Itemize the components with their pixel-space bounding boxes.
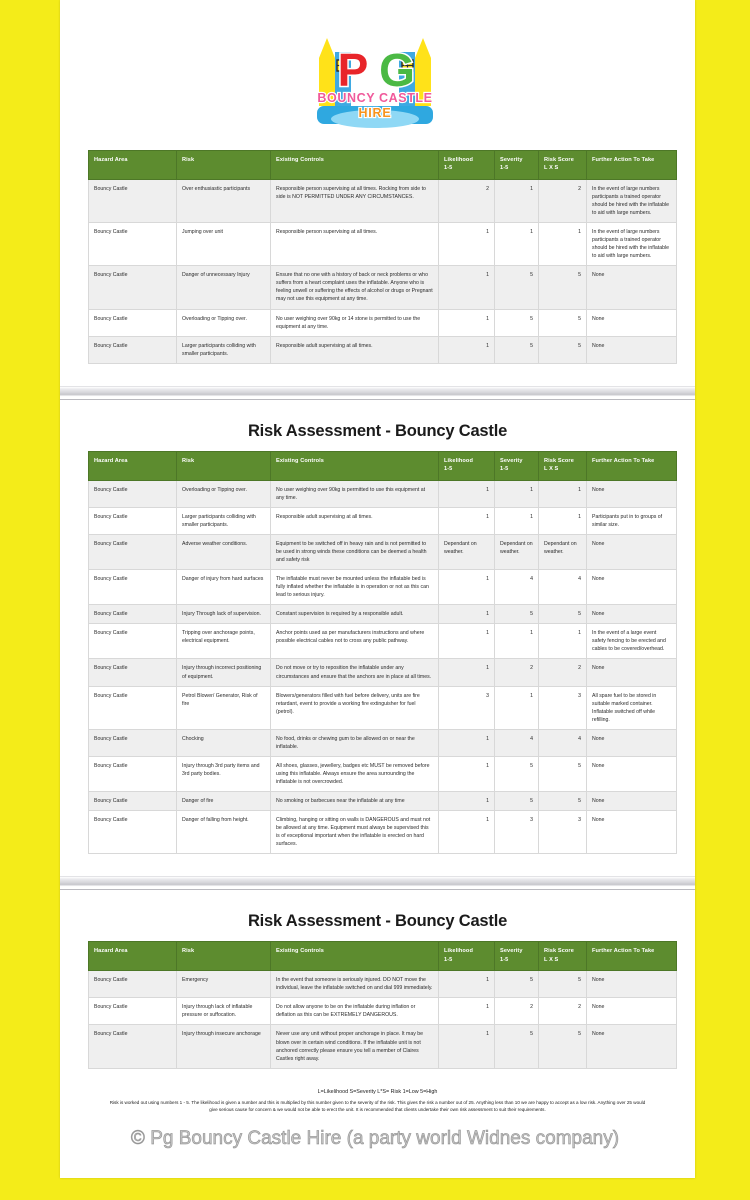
cell-action: None: [587, 480, 677, 507]
cell-severity: 5: [495, 1025, 539, 1068]
risk-assessment-table: [88, 941, 677, 1068]
cell-score: 1: [539, 507, 587, 534]
svg-text:BOUNCY CASTLE: BOUNCY CASTLE: [317, 91, 433, 105]
page-break-divider: [60, 876, 695, 890]
cell-likelihood: 1: [439, 792, 495, 811]
column-header-1: Risk: [177, 451, 271, 480]
cell-score: 1: [539, 223, 587, 266]
cell-score: 4: [539, 570, 587, 605]
cell-controls: No food, drinks or chewing gum to be allowed on or near the inflatable.: [271, 729, 439, 756]
cell-hazard: Bouncy Castle: [89, 223, 177, 266]
document-page: [60, 400, 695, 877]
column-header-6: Further Action To Take: [587, 942, 677, 971]
cell-hazard: Bouncy Castle: [89, 729, 177, 756]
column-header-4: Severity 1-5: [495, 151, 539, 180]
cell-controls: Do not allow anyone to be on the inflatable during inflation or deflation as this can be EXTREMELY DANGEROUS.: [271, 998, 439, 1025]
cell-controls: No smoking or barbecues near the inflatable at any time: [271, 792, 439, 811]
cell-score: 5: [539, 605, 587, 624]
table-header-row: [89, 942, 677, 971]
cell-hazard: Bouncy Castle: [89, 179, 177, 222]
page-break-divider: [60, 386, 695, 400]
cell-action: In the event of large numbers participants a trained operator should be hired with the inflatable to aid with large numbers.: [587, 179, 677, 222]
cell-action: Participants put in to groups of similar size.: [587, 507, 677, 534]
cell-likelihood: 1: [439, 309, 495, 336]
cell-severity: 4: [495, 570, 539, 605]
cell-likelihood: 2: [439, 179, 495, 222]
cell-likelihood: 1: [439, 507, 495, 534]
cell-action: None: [587, 998, 677, 1025]
cell-severity: 5: [495, 336, 539, 363]
cell-controls: Responsible person supervising at all times.: [271, 223, 439, 266]
page-bottom-spacer: [60, 854, 695, 876]
cell-likelihood: 3: [439, 686, 495, 729]
cell-controls: Constant supervision is required by a responsible adult.: [271, 605, 439, 624]
column-header-5: Risk Score L X S: [539, 451, 587, 480]
cell-action: None: [587, 605, 677, 624]
cell-score: 5: [539, 971, 587, 998]
cell-hazard: Bouncy Castle: [89, 480, 177, 507]
cell-risk: Overloading or Tipping over.: [177, 480, 271, 507]
cell-action: None: [587, 570, 677, 605]
cell-severity: 3: [495, 811, 539, 854]
table-row: [89, 659, 677, 686]
cell-risk: Danger of unnecessary Injury: [177, 266, 271, 309]
cell-score: 5: [539, 756, 587, 791]
cell-severity: 5: [495, 971, 539, 998]
table-row: [89, 792, 677, 811]
cell-likelihood: 1: [439, 570, 495, 605]
cell-likelihood: 1: [439, 624, 495, 659]
cell-severity: 1: [495, 624, 539, 659]
page-bottom-spacer: [60, 364, 695, 386]
table-row: [89, 971, 677, 998]
risk-assessment-table: [88, 150, 677, 364]
column-header-6: Further Action To Take: [587, 451, 677, 480]
cell-likelihood: 1: [439, 998, 495, 1025]
cell-action: None: [587, 811, 677, 854]
table-row: [89, 336, 677, 363]
cell-controls: No user weighing over 90kg is permitted to use this equipment at any time.: [271, 480, 439, 507]
cell-hazard: Bouncy Castle: [89, 811, 177, 854]
cell-controls: Do not move or try to reposition the inflatable under any circumstances and ensure that the anchors are in place at all times.: [271, 659, 439, 686]
table-row: [89, 223, 677, 266]
cell-controls: In the event that someone is seriously injured. DO NOT move the individual, leave the inflatable switched on and dial 999 immediately.: [271, 971, 439, 998]
risk-assessment-table: [88, 451, 677, 855]
cell-risk: Larger participants colliding with smaller participants.: [177, 336, 271, 363]
footer-legend: L=Likelihood S=Severity L*S= Risk 1=Low 5=High: [317, 1088, 438, 1095]
cell-severity: 2: [495, 659, 539, 686]
table-row: [89, 1025, 677, 1068]
cell-severity: 4: [495, 729, 539, 756]
cell-controls: Responsible adult supervising at all times.: [271, 507, 439, 534]
cell-controls: The inflatable must never be mounted unless the inflatable bed is fully inflated whether the inflatable is in operation or not as this can lead to serious injury.: [271, 570, 439, 605]
cell-action: None: [587, 729, 677, 756]
svg-text:G: G: [379, 44, 415, 96]
cell-score: Dependant on weather.: [539, 534, 587, 569]
cell-severity: 5: [495, 309, 539, 336]
table-row: [89, 811, 677, 854]
cell-score: 3: [539, 811, 587, 854]
cell-score: 2: [539, 659, 587, 686]
cell-action: In the event of large numbers participants a trained operator should be hired with the inflatable to aid with large numbers.: [587, 223, 677, 266]
table-row: [89, 507, 677, 534]
cell-hazard: Bouncy Castle: [89, 1025, 177, 1068]
column-header-0: Hazard Area: [89, 151, 177, 180]
cell-controls: Never use any unit without proper anchorage in place. It may be blown over in certain wind conditions. If the inflatable unit is not anchored correctly please ensure you tell a member of Claires Castles right away.: [271, 1025, 439, 1068]
brand-logo: [300, 0, 450, 148]
table-row: [89, 534, 677, 569]
cell-hazard: Bouncy Castle: [89, 570, 177, 605]
cell-controls: Ensure that no one with a history of back or neck problems or who suffers from a heart complaint uses the inflatable. Anyone who is feeling unwell or suffering the effects of alcohol or drugs or Pregnant may not use this equipment at any time.: [271, 266, 439, 309]
document-footer: [60, 1075, 695, 1132]
cell-hazard: Bouncy Castle: [89, 756, 177, 791]
cell-risk: Larger participants colliding with smaller participants.: [177, 507, 271, 534]
document-page: [60, 890, 695, 1074]
cell-hazard: Bouncy Castle: [89, 792, 177, 811]
cell-controls: Responsible adult supervising at all times.: [271, 336, 439, 363]
table-header-row: [89, 151, 677, 180]
cell-likelihood: 1: [439, 480, 495, 507]
cell-severity: 5: [495, 266, 539, 309]
cell-controls: No user weighing over 90kg or 14 stone is permitted to use the equipment at any time.: [271, 309, 439, 336]
cell-controls: Blowers/generators filled with fuel before delivery, units are fire retardant, event to provide a working fire extinguisher for fuel (petrol).: [271, 686, 439, 729]
cell-severity: 5: [495, 605, 539, 624]
cell-action: In the event of a large event safety fencing to be erected and cables to be covered/overhead.: [587, 624, 677, 659]
cell-hazard: Bouncy Castle: [89, 971, 177, 998]
cell-score: 2: [539, 998, 587, 1025]
cell-risk: Danger of fire: [177, 792, 271, 811]
cell-risk: Petrol Blower/ Generator, Risk of fire: [177, 686, 271, 729]
column-header-4: Severity 1-5: [495, 451, 539, 480]
cell-action: None: [587, 266, 677, 309]
cell-action: None: [587, 534, 677, 569]
cell-action: None: [587, 309, 677, 336]
page-title: Risk Assessment - Bouncy Castle: [247, 912, 508, 931]
cell-hazard: Bouncy Castle: [89, 309, 177, 336]
footer-blurb: Risk is worked out using numbers 1 - 5. The likelihood is given a number and this is multiplied by this number given to the severity of the risk. This gives the risk a number out of 25. Anything less than 10 we are happy to accept as a low risk. Anything over 25 would give serious cause for concern & we would not be able to erect the unit. It is recommended that clients undertake their own risk assessment to suit their requirements.: [109, 1099, 646, 1113]
cell-score: 1: [539, 624, 587, 659]
cell-score: 1: [539, 480, 587, 507]
table-row: [89, 179, 677, 222]
cell-controls: Climbing, hanging or sitting on walls is DANGEROUS and must not be allowed at any time. Equipment must always be supervised this is of exceptional important when the inflatable is erected on hard surfaces.: [271, 811, 439, 854]
cell-severity: 5: [495, 792, 539, 811]
cell-severity: 2: [495, 998, 539, 1025]
cell-likelihood: 1: [439, 605, 495, 624]
table-row: [89, 729, 677, 756]
column-header-2: Existing Controls: [271, 942, 439, 971]
cell-risk: Danger of falling from height.: [177, 811, 271, 854]
cell-severity: 1: [495, 223, 539, 266]
cell-risk: Jumping over unit: [177, 223, 271, 266]
cell-risk: Over enthusiastic participants: [177, 179, 271, 222]
cell-likelihood: 1: [439, 756, 495, 791]
cell-severity: 1: [495, 480, 539, 507]
svg-text:HIRE: HIRE: [358, 106, 392, 120]
cell-score: 5: [539, 309, 587, 336]
cell-hazard: Bouncy Castle: [89, 605, 177, 624]
page-title: Risk Assessment - Bouncy Castle: [247, 421, 508, 440]
table-row: [89, 570, 677, 605]
cell-risk: Emergency: [177, 971, 271, 998]
cell-likelihood: 1: [439, 266, 495, 309]
table-header-row: [89, 451, 677, 480]
cell-risk: Injury through incorrect positioning of equipment.: [177, 659, 271, 686]
cell-action: None: [587, 659, 677, 686]
cell-action: None: [587, 1025, 677, 1068]
cell-risk: Chocking: [177, 729, 271, 756]
cell-score: 5: [539, 792, 587, 811]
cell-score: 2: [539, 179, 587, 222]
cell-likelihood: 1: [439, 729, 495, 756]
document-page-container: [60, 0, 695, 1178]
cell-action: None: [587, 336, 677, 363]
cell-risk: Injury through insecure anchorage: [177, 1025, 271, 1068]
cell-likelihood: 1: [439, 336, 495, 363]
cell-likelihood: 1: [439, 811, 495, 854]
cell-controls: Responsible person supervising at all times. Rocking from side to side is NOT PERMITTED UNDER ANY CIRCUMSTANCES.: [271, 179, 439, 222]
column-header-1: Risk: [177, 942, 271, 971]
cell-severity: 1: [495, 179, 539, 222]
column-header-5: Risk Score L X S: [539, 942, 587, 971]
cell-severity: 5: [495, 756, 539, 791]
cell-score: 3: [539, 686, 587, 729]
cell-hazard: Bouncy Castle: [89, 336, 177, 363]
cell-likelihood: Dependant on weather.: [439, 534, 495, 569]
cell-severity: Dependant on weather.: [495, 534, 539, 569]
column-header-1: Risk: [177, 151, 271, 180]
cell-risk: Adverse weather conditions.: [177, 534, 271, 569]
table-row: [89, 998, 677, 1025]
column-header-4: Severity 1-5: [495, 942, 539, 971]
cell-likelihood: 1: [439, 659, 495, 686]
cell-hazard: Bouncy Castle: [89, 507, 177, 534]
bouncy-castle-logo-icon: [313, 18, 437, 136]
cell-score: 5: [539, 266, 587, 309]
table-row: [89, 624, 677, 659]
cell-likelihood: 1: [439, 1025, 495, 1068]
table-row: [89, 309, 677, 336]
column-header-2: Existing Controls: [271, 451, 439, 480]
cell-risk: Injury through lack of inflatable pressure or suffocation.: [177, 998, 271, 1025]
cell-severity: 1: [495, 507, 539, 534]
cell-likelihood: 1: [439, 223, 495, 266]
column-header-3: Likelihood 1-5: [439, 151, 495, 180]
cell-action: None: [587, 971, 677, 998]
column-header-0: Hazard Area: [89, 451, 177, 480]
cell-controls: All shoes, glasses, jewellery, badges etc MUST be removed before using this inflatable. Always ensure the area surrounding the inflatable is not overcrowded.: [271, 756, 439, 791]
column-header-0: Hazard Area: [89, 942, 177, 971]
cell-score: 5: [539, 1025, 587, 1068]
cell-hazard: Bouncy Castle: [89, 534, 177, 569]
cell-risk: Injury Through lack of supervision.: [177, 605, 271, 624]
cell-action: None: [587, 792, 677, 811]
column-header-2: Existing Controls: [271, 151, 439, 180]
table-row: [89, 266, 677, 309]
table-row: [89, 605, 677, 624]
column-header-3: Likelihood 1-5: [439, 942, 495, 971]
cell-hazard: Bouncy Castle: [89, 998, 177, 1025]
cell-controls: Equipment to be switched off in heavy rain and is not permitted to be used in strong winds these conditions can be deemed a health and safety risk: [271, 534, 439, 569]
table-row: [89, 480, 677, 507]
cell-action: None: [587, 756, 677, 791]
cell-controls: Anchor points used as per manufacturers instructions and where possible electrical cables not to cross any public pathway.: [271, 624, 439, 659]
cell-score: 4: [539, 729, 587, 756]
cell-hazard: Bouncy Castle: [89, 624, 177, 659]
cell-likelihood: 1: [439, 971, 495, 998]
copyright-watermark: © Pg Bouncy Castle Hire (a party world Widnes company): [130, 1128, 620, 1149]
cell-risk: Tripping over anchorage points, electrical equipment.: [177, 624, 271, 659]
cell-risk: Overloading or Tipping over.: [177, 309, 271, 336]
cell-hazard: Bouncy Castle: [89, 266, 177, 309]
cell-hazard: Bouncy Castle: [89, 686, 177, 729]
column-header-3: Likelihood 1-5: [439, 451, 495, 480]
table-row: [89, 686, 677, 729]
column-header-6: Further Action To Take: [587, 151, 677, 180]
cell-hazard: Bouncy Castle: [89, 659, 177, 686]
cell-score: 5: [539, 336, 587, 363]
cell-action: All spare fuel to be stored in suitable marked container. Inflatable switched off while refilling.: [587, 686, 677, 729]
table-row: [89, 756, 677, 791]
cell-severity: 1: [495, 686, 539, 729]
column-header-5: Risk Score L X S: [539, 151, 587, 180]
cell-risk: Danger of injury from hard surfaces: [177, 570, 271, 605]
svg-text:P: P: [337, 44, 369, 96]
cell-risk: Injury through 3rd party items and 3rd party bodies.: [177, 756, 271, 791]
